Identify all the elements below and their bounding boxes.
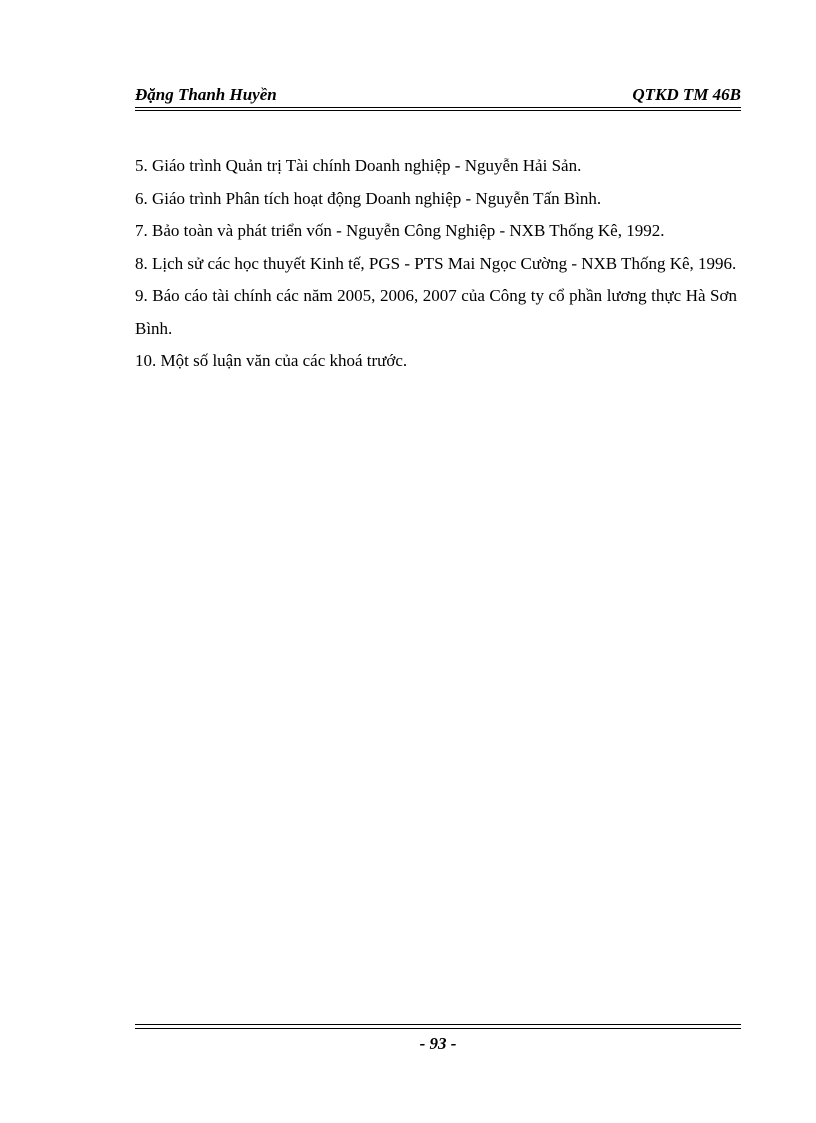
header-class-code: QTKD TM 46B <box>632 85 741 104</box>
reference-list <box>135 150 737 378</box>
reference-item-7: 7. Bảo toàn và phát triển vốn - Nguyễn Công Nghiệp - NXB Thống Kê, 1992. <box>135 221 665 240</box>
reference-item-9: 9. Báo cáo tài chính các năm 2005, 2006, 2007 của Công ty cổ phần lương thực Hà Sơn Bình. <box>135 286 737 338</box>
reference-item-5: 5. Giáo trình Quản trị Tài chính Doanh nghiệp - Nguyễn Hải Sản. <box>135 156 582 175</box>
footer-rule-bottom <box>135 1028 741 1029</box>
header-rule-top <box>135 107 741 108</box>
reference-item-6: 6. Giáo trình Phân tích hoạt động Doanh nghiệp - Nguyễn Tấn Bình. <box>135 188 602 208</box>
header-author: Đặng Thanh Huyền <box>135 85 277 104</box>
footer-rule-top <box>135 1024 741 1025</box>
header-rule-bottom <box>135 110 741 111</box>
reference-item-10: 10. Một số luận văn của các khoá trước. <box>135 351 408 370</box>
reference-item-8: 8. Lịch sử các học thuyết Kinh tế, PGS - PTS Mai Ngọc Cường - NXB Thống Kê, 1996. <box>135 253 737 273</box>
page-header <box>135 84 741 110</box>
page-number: - 93 - <box>419 1034 457 1053</box>
